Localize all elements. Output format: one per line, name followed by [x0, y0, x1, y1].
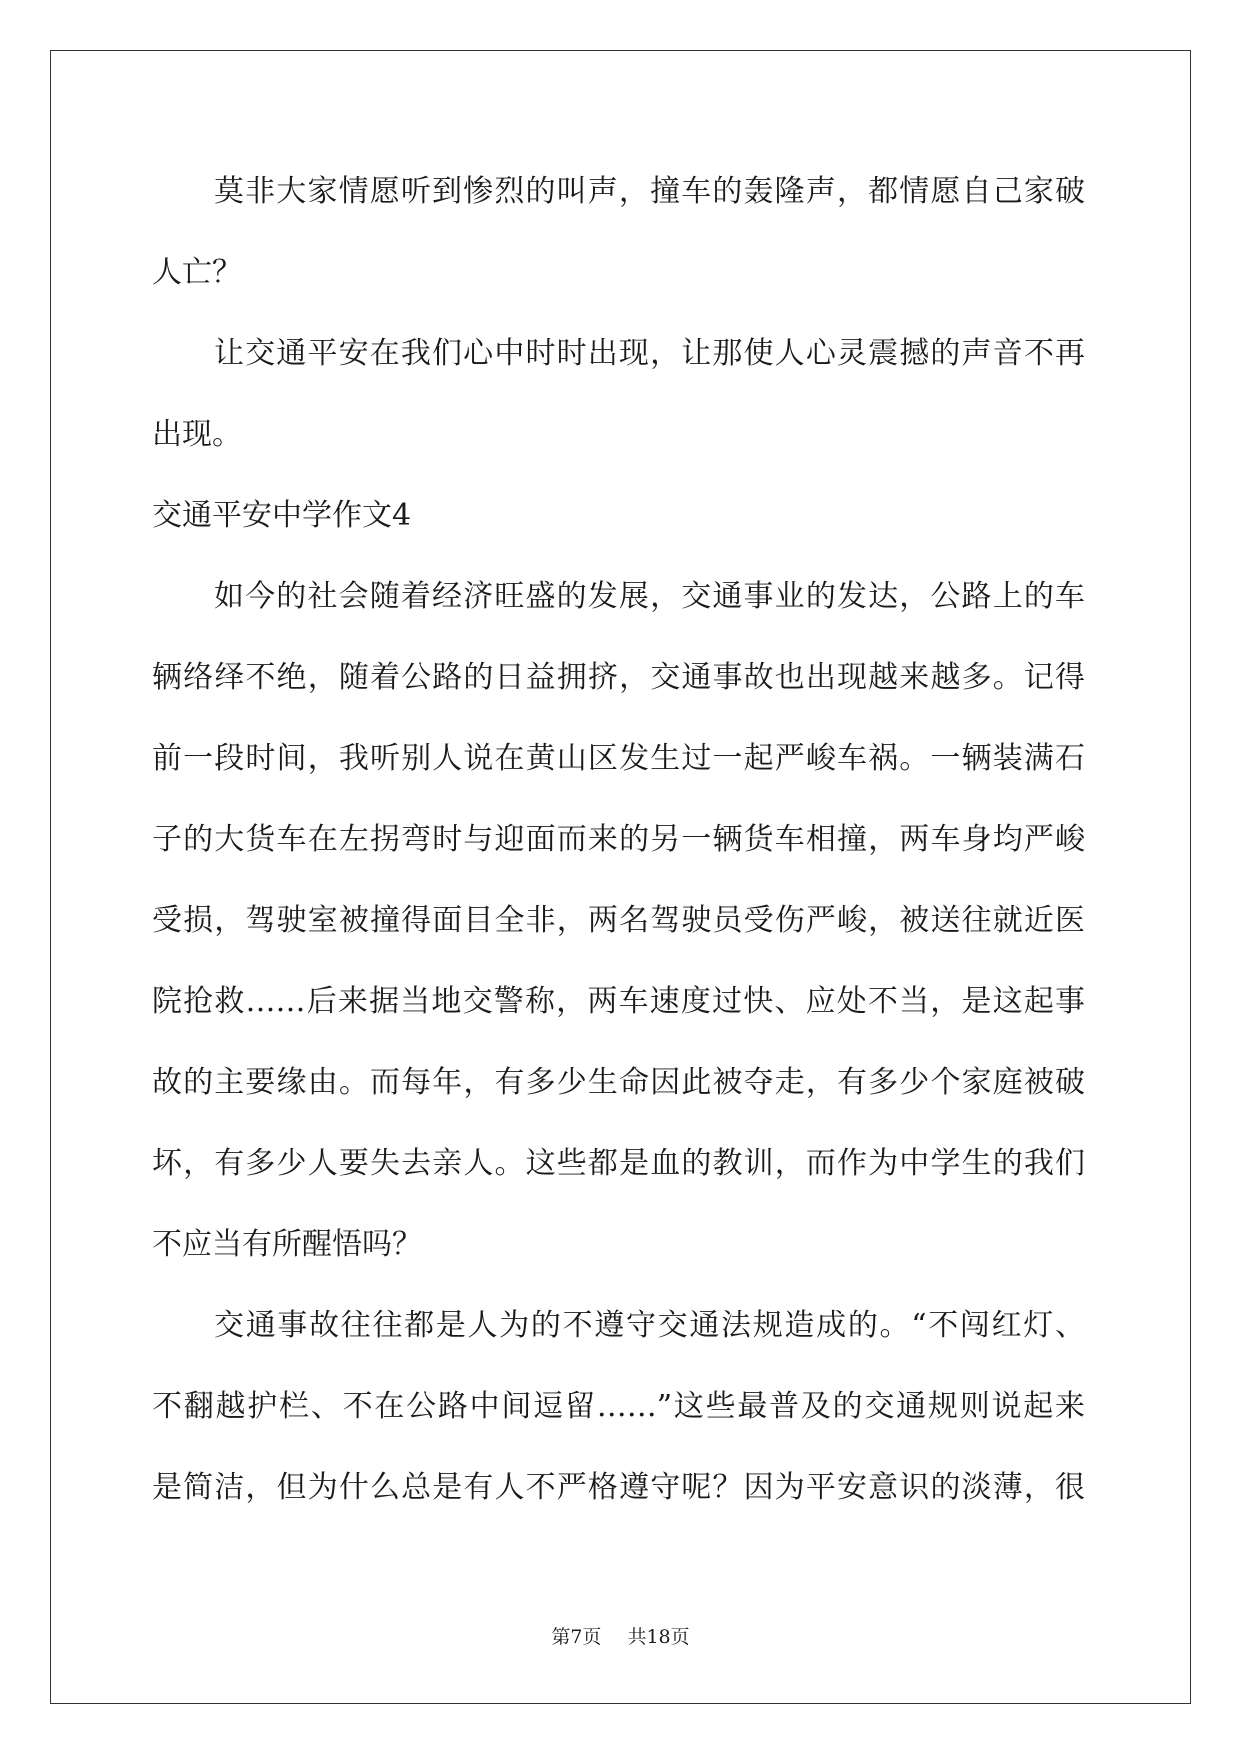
text-line: 前一段时间，我听别人说在黄山区发生过一起严峻车祸。一辆装满石: [152, 741, 1085, 776]
text-line: 子的大货车在左拐弯时与迎面而来的另一辆货车相撞，两车身均严峻: [152, 822, 1085, 857]
text-line: 交通事故往往都是人为的不遵守交通法规造成的。“不闯红灯、: [214, 1308, 1085, 1343]
section-heading: 交通平安中学作文4: [152, 498, 412, 533]
text-line: 故的主要缘由。而每年，有多少生命因此被夺走，有多少个家庭被破: [152, 1065, 1085, 1100]
page-footer: [0, 1622, 1241, 1649]
text-line: 受损，驾驶室被撞得面目全非，两名驾驶员受伤严峻，被送往就近医: [152, 903, 1085, 938]
page-number: 第7页: [551, 1626, 602, 1648]
text-line: 院抢救……后来据当地交警称，两车速度过快、应处不当，是这起事: [152, 984, 1085, 1019]
text-line: 出现。: [152, 417, 242, 452]
text-line: 辆络绎不绝，随着公路的日益拥挤，交通事故也出现越来越多。记得: [152, 660, 1085, 695]
text-line: 如今的社会随着经济旺盛的发展，交通事业的发达，公路上的车: [214, 579, 1085, 614]
document-body: [152, 151, 1085, 1528]
text-line: 是简洁，但为什么总是有人不严格遵守呢？因为平安意识的淡薄，很: [152, 1470, 1085, 1505]
text-line: 不应当有所醒悟吗？: [152, 1227, 422, 1262]
text-line: 人亡？: [152, 255, 242, 290]
text-line: 莫非大家情愿听到惨烈的叫声，撞车的轰隆声，都情愿自己家破: [214, 174, 1085, 209]
text-line: 坏，有多少人要失去亲人。这些都是血的教训，而作为中学生的我们: [152, 1146, 1085, 1181]
text-line: 不翻越护栏、不在公路中间逗留……”这些最普及的交通规则说起来: [152, 1389, 1085, 1424]
page-total: 共18页: [627, 1626, 690, 1648]
text-line: 让交通平安在我们心中时时出现，让那使人心灵震撼的声音不再: [214, 336, 1085, 371]
